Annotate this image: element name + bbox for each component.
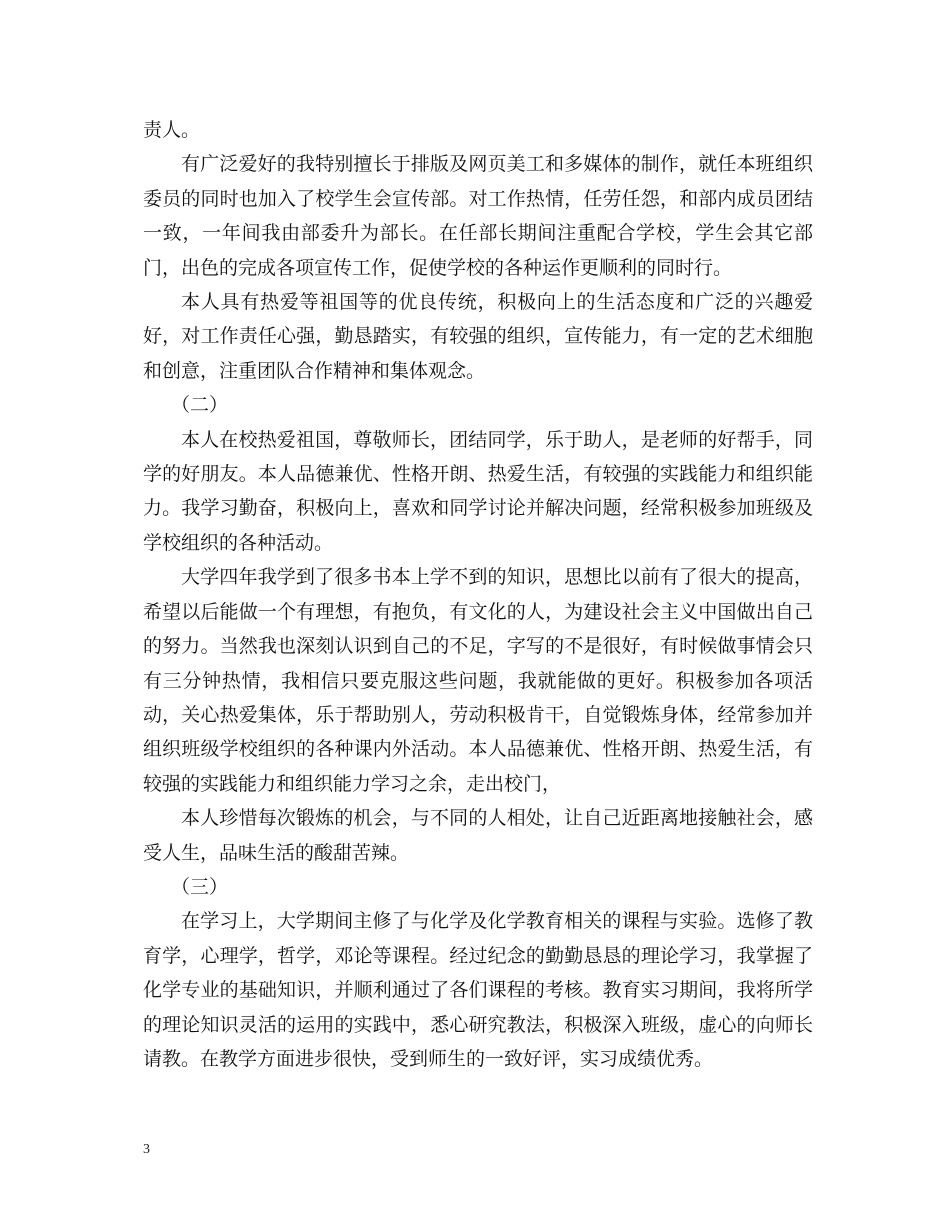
paragraph-character: 本人具有热爱等祖国等的优良传统，积极向上的生活态度和广泛的兴趣爱好，对工作责任心强，勤恳踏实，有较强的组织，宣传能力，有一定的艺术细胞和创意，注重团队合作精神和集体观念。 [143, 291, 813, 382]
document-body [143, 113, 813, 1076]
section-heading-three: （三） [171, 875, 229, 898]
paragraph-study: 在学习上，大学期间主修了与化学及化学教育相关的课程与实验。选修了教育学，心理学，哲学，邓论等课程。经过纪念的勤勤恳恳的理论学习，我掌握了化学专业的基础知识，并顺利通过了各们课程的考核。教育实习期间，我将所学的理论知识灵活的运用的实践中，悉心研究教法，积极深入班级，虚心的向师长请教。在教学方面进步很快，受到师生的一致好评，实习成绩优秀。 [143, 910, 813, 1070]
paragraph-continuation: 责人。 [143, 119, 201, 141]
page-number: 3 [143, 1142, 150, 1157]
paragraph-practice: 本人珍惜每次锻炼的机会，与不同的人相处，让自己近距离地接触社会，感受人生，品味生活的酸甜苦辣。 [143, 807, 813, 864]
paragraph-school-life: 本人在校热爱祖国，尊敬师长，团结同学，乐于助人，是老师的好帮手，同学的好朋友。本人品德兼优、性格开朗、热爱生活，有较强的实践能力和组织能力。我学习勤奋，积极向上，喜欢和同学讨论并解决问题，经常积极参加班级及学校组织的各种活动。 [143, 428, 813, 554]
paragraph-four-years: 大学四年我学到了很多书本上学不到的知识，思想比以前有了很大的提高，希望以后能做一个有理想，有抱负，有文化的人，为建设社会主义中国做出自己的努力。当然我也深刻认识到自己的不足，字写的不是很好，有时候做事情会只有三分钟热情，我相信只要克服这些问题，我就能做的更好。积极参加各项活动，关心热爱集体，乐于帮助别人，劳动积极肯干，自觉锻炼身体，经常参加并组织班级学校组织的各种课内外活动。本人品德兼优、性格开朗、热爱生活，有较强的实践能力和组织能力学习之余，走出校门， [143, 566, 813, 795]
paragraph-hobbies: 有广泛爱好的我特别擅长于排版及网页美工和多媒体的制作，就任本班组织委员的同时也加入了校学生会宣传部。对工作热情，任劳任怨，和部内成员团结一致，一年间我由部委升为部长。在任部长期间注重配合学校，学生会其它部门，出色的完成各项宣传工作，促使学校的各种运作更顺利的同时行。 [143, 153, 813, 279]
section-heading-two: （二） [171, 394, 229, 417]
